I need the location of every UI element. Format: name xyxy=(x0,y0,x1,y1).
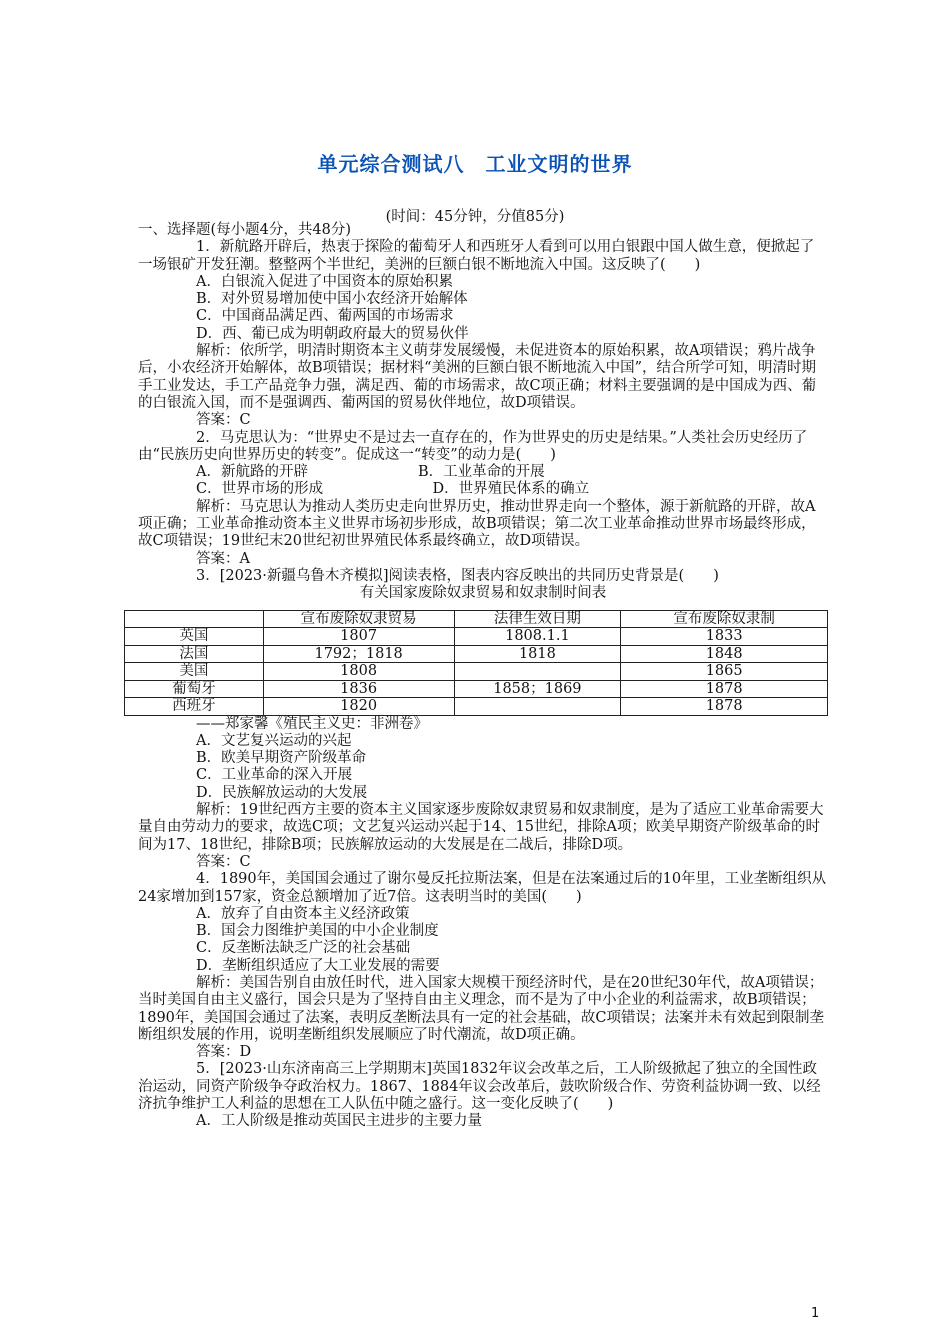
question-4-option-d: D．垄断组织适应了大工业发展的需要 xyxy=(196,957,440,974)
table-cell: 1865 xyxy=(621,663,828,681)
table-cell: 1878 xyxy=(621,680,828,698)
question-1-option-a: A．白银流入促进了中国资本的原始积累 xyxy=(196,273,453,290)
slavery-abolition-table xyxy=(124,610,828,716)
question-1-stem: 1．新航路开辟后，热衷于探险的葡萄牙人和西班牙人看到可以用白银跟中国人做生意，便掀起了一场银矿开发狂潮。整整两个半世纪，美洲的巨额白银不断地流入中国。这反映了( ) xyxy=(138,239,815,273)
question-4-stem: 4．1890年，美国国会通过了谢尔曼反托拉斯法案，但是在法案通过后的10年里，工业垄断组织从24家增加到157家，资金总额增加了近7倍。这表明当时的美国( ) xyxy=(138,871,827,905)
table-cell: 1818 xyxy=(454,645,621,663)
section-heading: 一、选择题(每小题4分，共48分) xyxy=(138,222,351,238)
question-4-option-c: C．反垄断法缺乏广泛的社会基础 xyxy=(196,940,411,957)
table-cell: 1836 xyxy=(263,680,454,698)
table-cell: 法国 xyxy=(125,645,264,663)
table-cell: 葡萄牙 xyxy=(125,680,264,698)
table-header-cell xyxy=(125,610,264,628)
table-cell: 英国 xyxy=(125,628,264,646)
page-title: 单元综合测试八 工业文明的世界 xyxy=(317,152,633,176)
table-cell: 1808.1.1 xyxy=(454,628,621,646)
question-3-option-d: D．民族解放运动的大发展 xyxy=(196,784,368,801)
question-3-option-a: A．文艺复兴运动的兴起 xyxy=(196,732,352,749)
question-2-answer: 答案：A xyxy=(196,550,250,567)
question-2-stem: 2．马克思认为：“世界史不是过去一直存在的，作为世界史的历史是结果。”人类社会历史经历了由“民族历史向世界历史的转变”。促成这一“转变”的动力是( ) xyxy=(138,429,808,463)
table-cell: 1858；1869 xyxy=(454,680,621,698)
question-1-answer: 答案：C xyxy=(196,412,251,429)
page-number: 1 xyxy=(811,1306,820,1321)
table-cell: 1848 xyxy=(621,645,828,663)
question-1-option-c: C．中国商品满足西、葡两国的市场需求 xyxy=(196,308,454,325)
table-row xyxy=(125,680,828,698)
table-cell xyxy=(454,663,621,681)
table-cell: 1878 xyxy=(621,698,828,716)
question-4-analysis: 解析：美国告别自由放任时代，进入国家大规模干预经济时代，是在20世纪30年代，故A项错误；当时美国自由主义盛行，国会只是为了坚持自由主义理念，而不是为了中小企业的利益需求，故B项错误；1890年，美国国会通过了法案，表明反垄断法具有一定的社会基础，故C项错误；法案并未有效起到限制垄断组织发展的作用，说明垄断组织发展顺应了时代潮流，故D项正确。 xyxy=(138,974,824,1043)
question-3-answer: 答案：C xyxy=(196,853,251,870)
question-2-option-d: D．世界殖民体系的确立 xyxy=(432,481,590,498)
table-row xyxy=(125,698,828,716)
question-2-options-row-2 xyxy=(138,481,828,498)
question-2-options-row-1 xyxy=(138,464,828,481)
question-4-option-b: B．国会力图维护美国的中小企业制度 xyxy=(196,923,439,940)
question-2-option-b: B．工业革命的开展 xyxy=(418,464,545,481)
table-cell: 美国 xyxy=(125,663,264,681)
table-header-cell: 宣布废除奴隶贸易 xyxy=(263,610,454,628)
table-cell: 1820 xyxy=(263,698,454,716)
table-row xyxy=(125,663,828,681)
question-3-stem: 3．[2023·新疆乌鲁木齐模拟]阅读表格，图表内容反映出的共同历史背景是( ) xyxy=(196,567,719,584)
table-cell: 1807 xyxy=(263,628,454,646)
table-cell: 1792；1818 xyxy=(263,645,454,663)
table-cell: 1808 xyxy=(263,663,454,681)
question-4-option-a: A．放弃了自由资本主义经济政策 xyxy=(196,905,410,922)
table-caption: 有关国家废除奴隶贸易和奴隶制时间表 xyxy=(359,585,607,602)
question-3-analysis: 解析：19世纪西方主要的资本主义国家逐步废除奴隶贸易和奴隶制度，是为了适应工业革命需要大量自由劳动力的要求，故选C项；文艺复兴运动兴起于14、15世纪，排除A项；欧美早期资产阶级革命的时间为17、18世纪，排除B项；民族解放运动的大发展是在二战后，排除D项。 xyxy=(138,802,824,853)
question-1-option-d: D．西、葡已成为明朝政府最大的贸易伙伴 xyxy=(196,325,469,342)
question-4-answer: 答案：D xyxy=(196,1044,252,1061)
question-5-stem: 5．[2023·山东济南高三上学期期末]英国1832年议会改革之后，工人阶级掀起了独立的全国性政治运动，同资产阶级争夺政治权力。1867、1884年议会改革后，鼓吹阶级合作、劳资利益协调一致、以经济抗争维护工人利益的思想在工人队伍中随之盛行。这一变化反映了( ) xyxy=(138,1061,821,1113)
table-row xyxy=(125,645,828,663)
exam-info: (时间：45分钟，分值85分) xyxy=(385,209,565,225)
table-cell: 西班牙 xyxy=(125,698,264,716)
table-header-cell: 宣布废除奴隶制 xyxy=(621,610,828,628)
question-3-option-c: C．工业革命的深入开展 xyxy=(196,767,353,784)
question-1-option-b: B．对外贸易增加使中国小农经济开始解体 xyxy=(196,291,468,308)
table-header-cell: 法律生效日期 xyxy=(454,610,621,628)
table-header-row xyxy=(125,610,828,628)
table-cell: 1833 xyxy=(621,628,828,646)
table-row xyxy=(125,628,828,646)
question-2-option-a: A．新航路的开辟 xyxy=(196,464,308,481)
table-cell xyxy=(454,698,621,716)
question-1-analysis: 解析：依所学，明清时期资本主义萌芽发展缓慢，未促进资本的原始积累，故A项错误；鸦片战争后，小农经济开始解体，故B项错误；据材料“美洲的巨额白银不断地流入中国”，结合所学可知，明清时期手工业发达，手工产品竞争力强，满足西、葡的市场需求，故C项正确；材料主要强调的是中国成为西、葡的白银流入国，而不是强调西、葡两国的贸易伙伴地位，故D项错误。 xyxy=(138,343,817,411)
document-body xyxy=(138,222,828,1131)
question-5-option-a: A．工人阶级是推动英国民主进步的主要力量 xyxy=(196,1113,482,1130)
question-3-option-b: B．欧美早期资产阶级革命 xyxy=(196,750,367,767)
question-2-option-c: C．世界市场的形成 xyxy=(196,481,324,498)
question-2-analysis: 解析：马克思认为推动人类历史走向世界历史，推动世界走向一个整体，源于新航路的开辟，故A项正确；工业革命推动资本主义世界市场初步形成，故B项错误；第二次工业革命推动世界市场最终形成，故C项错误；19世纪末20世纪初世界殖民体系最终确立，故D项错误。 xyxy=(138,498,816,550)
table-source: ——郑家馨《殖民主义史：非洲卷》 xyxy=(196,715,428,732)
